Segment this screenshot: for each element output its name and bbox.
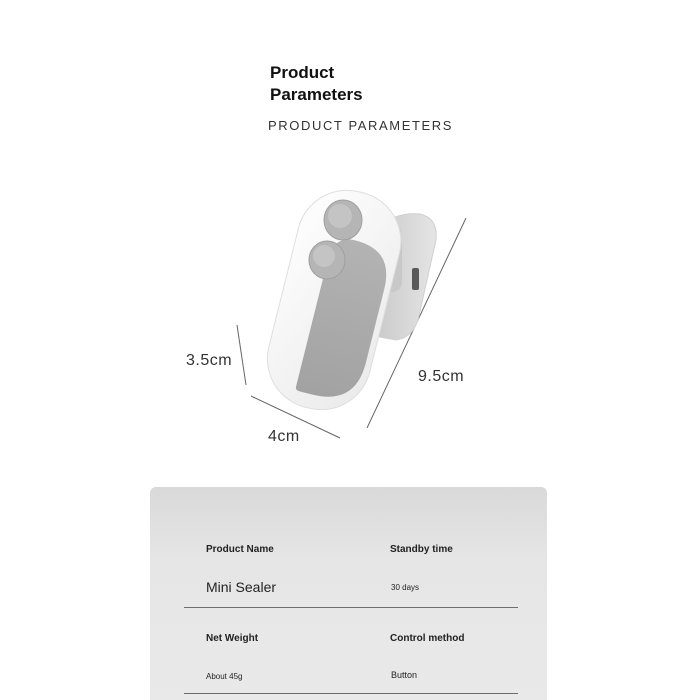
row-divider <box>184 607 518 608</box>
dimension-length-label: 9.5cm <box>418 368 465 385</box>
standby-time-value: 30 days <box>391 583 420 592</box>
control-method-label: Control method <box>390 633 465 644</box>
page-title: Product Parameters <box>270 63 363 104</box>
control-method-value: Button <box>391 670 418 680</box>
dimension-height-label: 3.5cm <box>186 352 233 369</box>
product-name-value: Mini Sealer <box>206 579 277 595</box>
dimension-width-label: 4cm <box>268 428 300 445</box>
page-subtitle: PRODUCT PARAMETERS <box>268 118 454 133</box>
standby-time-label: Standby time <box>390 544 453 555</box>
dimension-line-height <box>237 325 246 385</box>
net-weight-value: About 45g <box>206 672 243 681</box>
net-weight-label: Net Weight <box>206 633 259 644</box>
product-name-label: Product Name <box>206 544 274 555</box>
row-divider <box>184 693 518 694</box>
parameters-table <box>150 487 547 700</box>
